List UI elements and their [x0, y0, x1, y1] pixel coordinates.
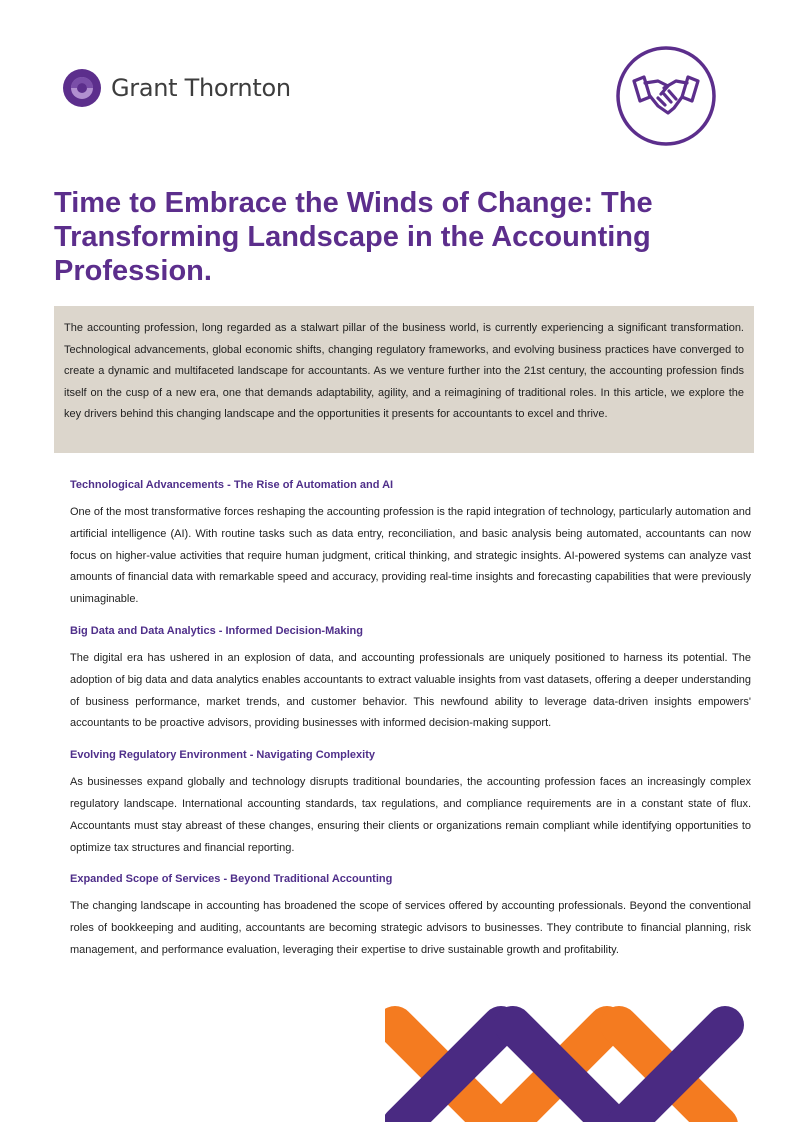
- intro-box: [54, 306, 754, 453]
- brand-logo: [62, 68, 291, 108]
- grant-thornton-logo-icon: [62, 68, 102, 108]
- woven-ribbon-graphic: [385, 995, 745, 1122]
- section-body: The changing landscape in accounting has broadened the scope of services offered by accounting professionals. Beyond the conventional roles of bookkeeping and auditing, accountants are becoming strategic advisors to businesses. They contribute to financial planning, risk management, and performance evaluation, leveraging their expertise to drive sustainable growth and profitability.: [70, 900, 751, 956]
- section: [70, 745, 751, 859]
- section-heading: Expanded Scope of Services - Beyond Traditional Accounting: [70, 873, 393, 886]
- section: [70, 475, 751, 611]
- section-heading: Big Data and Data Analytics - Informed Decision-Making: [70, 624, 363, 637]
- section-body: As businesses expand globally and technology disrupts traditional boundaries, the accounting profession faces an increasingly complex regulatory landscape. International accounting standards, tax regulations, and compliance requirements are in a constant state of flux. Accountants must stay abreast of these changes, ensuring their clients or organizations remain compliant while identifying opportunities to optimize tax structures and financial reporting.: [70, 776, 751, 854]
- section: [70, 621, 751, 735]
- page-title: Time to Embrace the Winds of Change: The Transforming Landscape in the Accounting Profession.: [54, 187, 653, 287]
- section-body: One of the most transformative forces reshaping the accounting profession is the rapid integration of technology, particularly automation and artificial intelligence (AI). With routine tasks such as data entry, reconciliation, and basic analysis being automated, accountants can now focus on higher-value activities that require human judgment, critical thinking, and strategic insights. AI-powered systems can analyze vast amounts of financial data with remarkable speed and accuracy, providing real-time insights and forecasting capabilities that were previously unimaginable.: [70, 506, 751, 606]
- intro-paragraph: The accounting profession, long regarded as a stalwart pillar of the business world, is currently experiencing a significant transformation. Technological advancements, global economic shifts, changing regulatory frameworks, and evolving business practices have converged to create a dynamic and multifaceted landscape for accountants. As we venture further into the 21st century, the accounting profession finds itself on the cusp of a new era, one that demands adaptability, agility, and a reimagining of traditional roles. In this article, we explore the key drivers behind this changing landscape and the opportunities it presents for accountants to excel and thrive.: [64, 322, 744, 421]
- section-heading: Technological Advancements - The Rise of Automation and AI: [70, 479, 394, 491]
- section-body: The digital era has ushered in an explosion of data, and accounting professionals are uniquely positioned to harness its potential. The adoption of big data and data analytics enables accountants to extract valuable insights from vast datasets, offering a deeper understanding of business performance, market trends, and customer behavior. This newfound ability to leverage data-driven insights empowers' accountants to be proactive advisors, providing businesses with informed decision-making support.: [70, 651, 751, 730]
- handshake-icon: [614, 44, 718, 148]
- section-heading: Evolving Regulatory Environment - Navigating Complexity: [70, 749, 375, 762]
- brand-name: Grant Thornton: [111, 74, 291, 102]
- article-content: [70, 475, 751, 972]
- section: [70, 869, 751, 961]
